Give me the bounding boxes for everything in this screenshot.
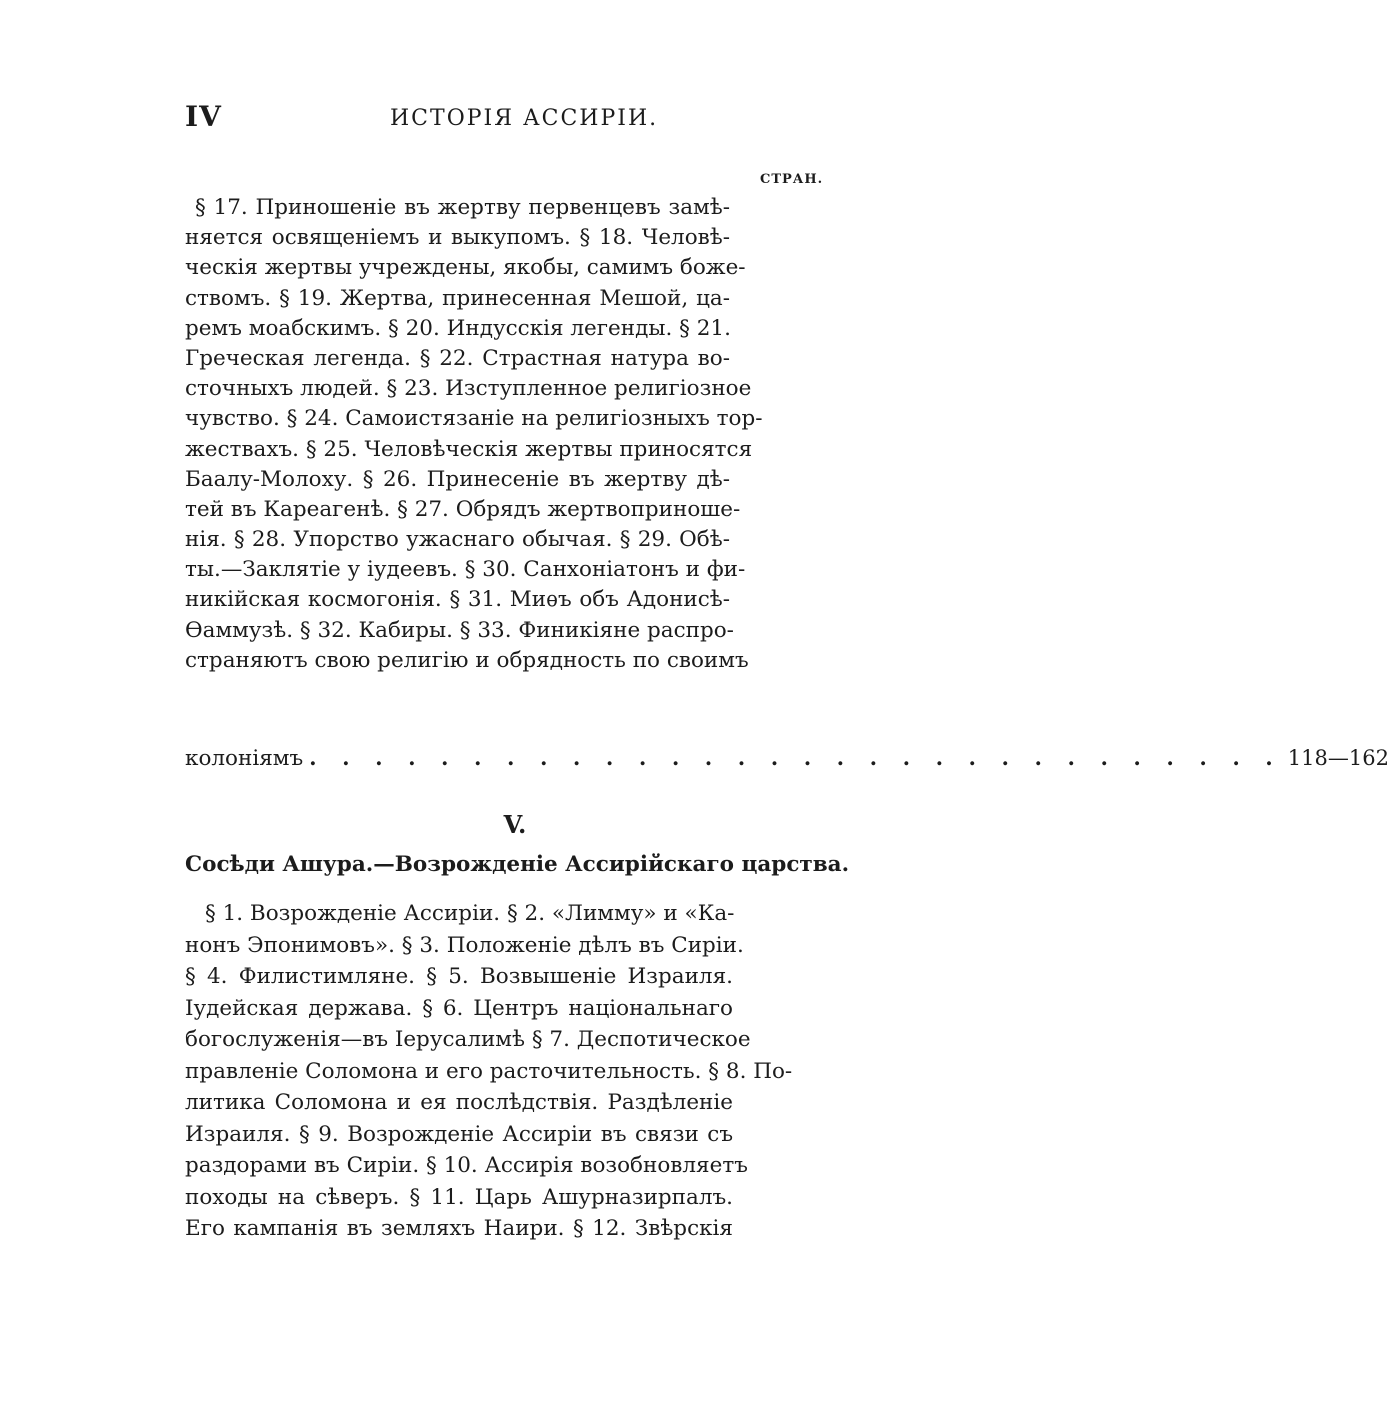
text-line: няется освященіемъ и выкупомъ. § 18. Человѣ- <box>185 225 730 251</box>
text-line: ты.—Заклятіе у іудеевъ. § 30. Санхоніатонъ и фи- <box>185 557 746 583</box>
page-number: IV <box>185 100 222 133</box>
chapter-v-summary <box>185 898 793 1245</box>
chapter-iv-summary <box>185 193 763 676</box>
text-line: нія. § 28. Упорство ужаснаго обычая. § 29. Обѣ- <box>185 527 730 553</box>
text-line: чувство. § 24. Самоистязаніе на религіозныхъ тор- <box>185 406 763 432</box>
text-line: сточныхъ людей. § 23. Изступленное религіозное <box>185 376 752 402</box>
text-line: Греческая легенда. § 22. Страстная натура во- <box>185 345 730 371</box>
running-title: ИСТОРІЯ АССИРІИ. <box>390 106 659 131</box>
text-line: правленіе Соломона и его расточительность. § 8. По- <box>185 1058 793 1084</box>
page-header <box>185 100 845 140</box>
text-line: раздорами въ Сиріи. § 10. Ассирія возобновляетъ <box>185 1153 748 1178</box>
text-line: Израиля. § 9. Возрожденіе Ассиріи въ связи съ <box>185 1121 733 1147</box>
text-line: литика Соломона и ея послѣдствія. Раздѣленіе <box>185 1090 733 1115</box>
text-line: никійская космогонія. § 31. Миѳъ объ Адонисѣ- <box>185 587 730 613</box>
text-line: Баалу-Молоху. § 26. Принесеніе въ жертву дѣ- <box>185 466 730 492</box>
text-line: страняютъ свою религію и обрядность по своимъ <box>185 647 749 673</box>
text-line: Ѳаммузѣ. § 32. Кабиры. § 33. Финикіяне распро- <box>185 617 734 643</box>
toc-leader-row <box>185 743 1389 774</box>
text-line: походы на сѣверъ. § 11. Царь Ашурназирпалъ. <box>185 1184 733 1210</box>
chapter-title: Сосѣди Ашура.—Возрожденіе Ассирійскаго царства. <box>185 852 850 877</box>
text-line: Іудейская держава. § 6. Центръ національнаго <box>185 995 733 1021</box>
text-line: ремъ моабскимъ. § 20. Индусскія легенды. § 21. <box>185 315 731 341</box>
page-range: 118—162 <box>1287 746 1389 770</box>
text-line: тей въ Кареагенѣ. § 27. Обрядъ жертвоприноше- <box>185 496 741 522</box>
text-line: колоніямъ <box>185 746 304 771</box>
chapter-number: V. <box>503 810 527 839</box>
text-line: ствомъ. § 19. Жертва, принесенная Мешой, ца- <box>185 285 730 311</box>
text-line: § 4. Филистимляне. § 5. Возвышеніе Израиля. <box>185 964 733 989</box>
pages-column-label: СТРАН. <box>760 172 824 187</box>
dot-leader: . . . . . . . . . . . . . . . . . . . . . . . . . . . . . . <box>309 746 1282 771</box>
text-line: богослуженія—въ Іерусалимѣ § 7. Деспотическое <box>185 1027 751 1052</box>
text-line: ческія жертвы учреждены, якобы, самимъ боже- <box>185 255 746 281</box>
text-line: § 1. Возрожденіе Ассиріи. § 2. «Лимму» и «Ка- <box>205 901 735 926</box>
text-line: Его кампанія въ земляхъ Наири. § 12. Звѣрскія <box>185 1216 733 1241</box>
text-line: нонъ Эпонимовъ». § 3. Положеніе дѣлъ въ Сиріи. <box>185 932 744 958</box>
text-line: жествахъ. § 25. Человѣческія жертвы приносятся <box>185 436 753 462</box>
text-line: § 17. Приношеніе въ жертву первенцевъ замѣ- <box>195 195 730 220</box>
